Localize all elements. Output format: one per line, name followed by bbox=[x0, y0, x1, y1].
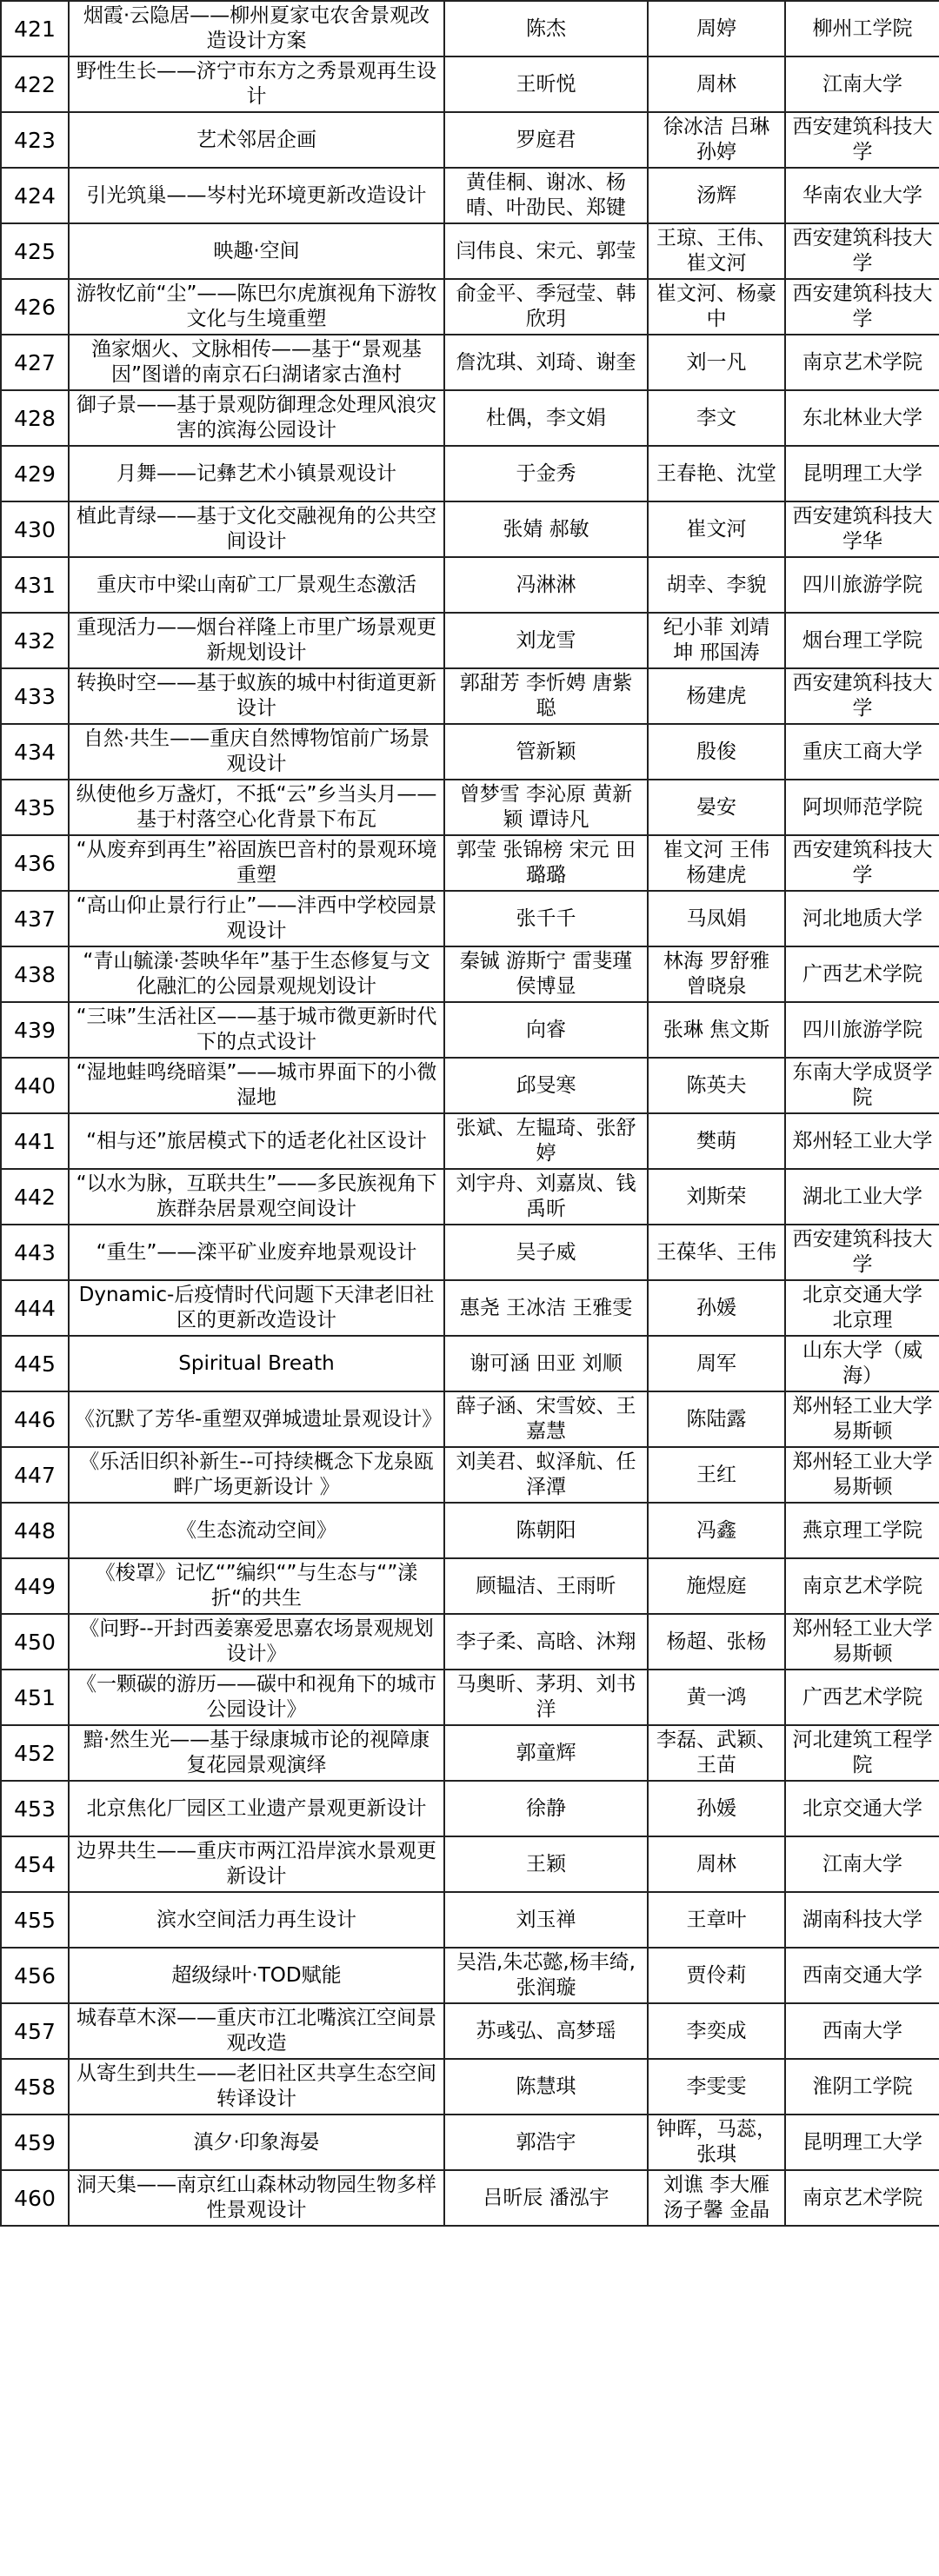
authors: 陈慧琪 bbox=[444, 2059, 648, 2115]
entry-number: 441 bbox=[1, 1113, 69, 1169]
table-row bbox=[1, 1225, 939, 1280]
school: 河北建筑工程学院 bbox=[785, 1725, 939, 1781]
project-title: 映趣·空间 bbox=[69, 223, 444, 279]
project-title: 纵使他乡万盏灯，不抵“云”乡当头月——基于村落空心化背景下布瓦 bbox=[69, 780, 444, 835]
authors: 邱旻寒 bbox=[444, 1058, 648, 1113]
school: 华南农业大学 bbox=[785, 168, 939, 223]
authors: 谢可涵 田亚 刘顺 bbox=[444, 1336, 648, 1391]
advisors: 殷俊 bbox=[648, 724, 785, 780]
advisors: 周林 bbox=[648, 56, 785, 112]
project-title: 转换时空——基于蚁族的城中村街道更新设计 bbox=[69, 668, 444, 724]
table-row bbox=[1, 1, 939, 56]
entry-number: 460 bbox=[1, 2170, 69, 2226]
table-row bbox=[1, 1892, 939, 1948]
authors: 吴子威 bbox=[444, 1225, 648, 1280]
school: 东南大学成贤学院 bbox=[785, 1058, 939, 1113]
advisors: 孙媛 bbox=[648, 1781, 785, 1836]
authors: 冯淋淋 bbox=[444, 557, 648, 613]
table-row bbox=[1, 501, 939, 557]
school: 西安建筑科技大学华 bbox=[785, 501, 939, 557]
authors: 秦铖 游斯宁 雷斐瑾 侯博显 bbox=[444, 946, 648, 1002]
project-title: 边界共生——重庆市两江沿岸滨水景观更新设计 bbox=[69, 1836, 444, 1892]
entry-number: 459 bbox=[1, 2115, 69, 2170]
authors: 俞金平、季冠莹、韩欣玥 bbox=[444, 279, 648, 335]
school: 西南交通大学 bbox=[785, 1948, 939, 2003]
entry-number: 453 bbox=[1, 1781, 69, 1836]
advisors: 崔文河 王伟 杨建虎 bbox=[648, 835, 785, 891]
authors: 顾韫洁、王雨昕 bbox=[444, 1558, 648, 1614]
table-row bbox=[1, 613, 939, 668]
school: 东北林业大学 bbox=[785, 390, 939, 446]
school: 河北地质大学 bbox=[785, 891, 939, 946]
project-title: “青山毓漾·荟映华年”基于生态修复与文化融汇的公园景观规划设计 bbox=[69, 946, 444, 1002]
entry-number: 450 bbox=[1, 1614, 69, 1670]
project-title: “相与还”旅居模式下的适老化社区设计 bbox=[69, 1113, 444, 1169]
project-title: 超级绿叶·TOD赋能 bbox=[69, 1948, 444, 2003]
school: 江南大学 bbox=[785, 56, 939, 112]
authors: 陈杰 bbox=[444, 1, 648, 56]
project-title: 野性生长——济宁市东方之秀景观再生设计 bbox=[69, 56, 444, 112]
project-title: 洞天集——南京红山森林动物园生物多样性景观设计 bbox=[69, 2170, 444, 2226]
entry-number: 455 bbox=[1, 1892, 69, 1948]
table-row bbox=[1, 1169, 939, 1225]
authors: 罗庭君 bbox=[444, 112, 648, 168]
table-row bbox=[1, 1670, 939, 1725]
school: 重庆工商大学 bbox=[785, 724, 939, 780]
entry-number: 432 bbox=[1, 613, 69, 668]
table-row bbox=[1, 2115, 939, 2170]
project-title: 黯·然生光——基于绿康城市论的视障康复花园景观演绎 bbox=[69, 1725, 444, 1781]
table-row bbox=[1, 112, 939, 168]
project-title: 北京焦化厂园区工业遗产景观更新设计 bbox=[69, 1781, 444, 1836]
project-title: 《梭罩》记忆“”编织“”与生态与“”漾折“的共生 bbox=[69, 1558, 444, 1614]
authors: 刘美君、蚁泽航、任泽潭 bbox=[444, 1447, 648, 1503]
project-title: 《一颗碳的游历——碳中和视角下的城市公园设计》 bbox=[69, 1670, 444, 1725]
advisors: 钟晖，马蕊，张琪 bbox=[648, 2115, 785, 2170]
project-title: 《沉默了芳华-重塑双弹城遗址景观设计》 bbox=[69, 1391, 444, 1447]
entry-number: 451 bbox=[1, 1670, 69, 1725]
school: 昆明理工大学 bbox=[785, 2115, 939, 2170]
authors: 刘玉禅 bbox=[444, 1892, 648, 1948]
advisors: 陈英夫 bbox=[648, 1058, 785, 1113]
entry-number: 457 bbox=[1, 2003, 69, 2059]
school: 西安建筑科技大学 bbox=[785, 835, 939, 891]
table-row bbox=[1, 1058, 939, 1113]
authors: 郭莹 张锦榜 宋元 田璐璐 bbox=[444, 835, 648, 891]
project-title: 渔家烟火、文脉相传——基于“景观基因”图谱的南京石臼湖诸家古渔村 bbox=[69, 335, 444, 390]
entry-number: 440 bbox=[1, 1058, 69, 1113]
entry-number: 423 bbox=[1, 112, 69, 168]
advisors: 李奕成 bbox=[648, 2003, 785, 2059]
advisors: 王琼、王伟、崔文河 bbox=[648, 223, 785, 279]
school: 燕京理工学院 bbox=[785, 1503, 939, 1558]
authors: 陈朝阳 bbox=[444, 1503, 648, 1558]
authors: 郭浩宇 bbox=[444, 2115, 648, 2170]
school: 山东大学（威海） bbox=[785, 1336, 939, 1391]
table-row bbox=[1, 1002, 939, 1058]
entry-number: 429 bbox=[1, 446, 69, 501]
school: 四川旅游学院 bbox=[785, 557, 939, 613]
entry-number: 443 bbox=[1, 1225, 69, 1280]
project-title: 滨水空间活力再生设计 bbox=[69, 1892, 444, 1948]
authors: 管新颖 bbox=[444, 724, 648, 780]
school: 阿坝师范学院 bbox=[785, 780, 939, 835]
project-title: 游牧忆前“尘”——陈巴尔虎旗视角下游牧文化与生境重塑 bbox=[69, 279, 444, 335]
entry-number: 445 bbox=[1, 1336, 69, 1391]
advisors: 徐冰洁 吕琳 孙婷 bbox=[648, 112, 785, 168]
project-title: 《生态流动空间》 bbox=[69, 1503, 444, 1558]
table-row bbox=[1, 1113, 939, 1169]
advisors: 王春艳、沈堂 bbox=[648, 446, 785, 501]
school: 广西艺术学院 bbox=[785, 946, 939, 1002]
school: 郑州轻工业大学 bbox=[785, 1113, 939, 1169]
table-row bbox=[1, 335, 939, 390]
school: 北京交通大学 bbox=[785, 1781, 939, 1836]
authors: 马奥昕、茅玥、刘书洋 bbox=[444, 1670, 648, 1725]
authors: 曾梦雪 李沁原 黄新颖 谭诗凡 bbox=[444, 780, 648, 835]
project-title: “三味”生活社区——基于城市微更新时代下的点式设计 bbox=[69, 1002, 444, 1058]
authors: 王昕悦 bbox=[444, 56, 648, 112]
project-title: Spiritual Breath bbox=[69, 1336, 444, 1391]
school: 北京交通大学 北京理 bbox=[785, 1280, 939, 1336]
school: 柳州工学院 bbox=[785, 1, 939, 56]
authors: 刘宇舟、刘嘉岚、钱禹昕 bbox=[444, 1169, 648, 1225]
table-row bbox=[1, 1725, 939, 1781]
table-row bbox=[1, 56, 939, 112]
school: 广西艺术学院 bbox=[785, 1670, 939, 1725]
table-body bbox=[1, 1, 939, 2226]
authors: 闫伟良、宋元、郭莹 bbox=[444, 223, 648, 279]
school: 西安建筑科技大学 bbox=[785, 223, 939, 279]
advisors: 周婷 bbox=[648, 1, 785, 56]
advisors: 王葆华、王伟 bbox=[648, 1225, 785, 1280]
authors: 苏彧弘、高梦瑶 bbox=[444, 2003, 648, 2059]
entry-number: 438 bbox=[1, 946, 69, 1002]
table-row bbox=[1, 223, 939, 279]
advisors: 刘一凡 bbox=[648, 335, 785, 390]
table-row bbox=[1, 557, 939, 613]
authors: 王颖 bbox=[444, 1836, 648, 1892]
project-title: “从废弃到再生”裕固族巴音村的景观环境重塑 bbox=[69, 835, 444, 891]
entry-number: 437 bbox=[1, 891, 69, 946]
school: 西安建筑科技大学 bbox=[785, 668, 939, 724]
advisors: 王红 bbox=[648, 1447, 785, 1503]
advisors: 林海 罗舒雅 曾晓泉 bbox=[648, 946, 785, 1002]
advisors: 陈陆露 bbox=[648, 1391, 785, 1447]
project-title: 烟霞·云隐居——柳州夏家屯农舍景观改造设计方案 bbox=[69, 1, 444, 56]
project-title: “重生”——滦平矿业废弃地景观设计 bbox=[69, 1225, 444, 1280]
table-row bbox=[1, 668, 939, 724]
table-row bbox=[1, 946, 939, 1002]
advisors: 王章叶 bbox=[648, 1892, 785, 1948]
authors: 徐静 bbox=[444, 1781, 648, 1836]
entry-number: 422 bbox=[1, 56, 69, 112]
advisors: 孙媛 bbox=[648, 1280, 785, 1336]
authors: 郭童辉 bbox=[444, 1725, 648, 1781]
table-row bbox=[1, 1948, 939, 2003]
school: 郑州轻工业大学易斯顿 bbox=[785, 1391, 939, 1447]
project-title: “高山仰止景行行止”——沣西中学校园景观设计 bbox=[69, 891, 444, 946]
project-title: 《乐活旧织补新生--可持续概念下龙泉瓯畔广场更新设计 》 bbox=[69, 1447, 444, 1503]
authors: 吴浩,朱芯懿,杨丰绮,张润璇 bbox=[444, 1948, 648, 2003]
advisors: 张琳 焦文斯 bbox=[648, 1002, 785, 1058]
entry-number: 436 bbox=[1, 835, 69, 891]
school: 南京艺术学院 bbox=[785, 2170, 939, 2226]
authors: 刘龙雪 bbox=[444, 613, 648, 668]
school: 西安建筑科技大学 bbox=[785, 1225, 939, 1280]
table-row bbox=[1, 1447, 939, 1503]
advisors: 纪小菲 刘靖坤 邢国涛 bbox=[648, 613, 785, 668]
school: 湖南科技大学 bbox=[785, 1892, 939, 1948]
advisors: 刘谯 李大雁 汤子馨 金晶 bbox=[648, 2170, 785, 2226]
authors: 黄佳桐、谢冰、杨晴、叶劭民、郑键 bbox=[444, 168, 648, 223]
entry-number: 446 bbox=[1, 1391, 69, 1447]
school: 烟台理工学院 bbox=[785, 613, 939, 668]
authors: 李子柔、高晗、沐翔 bbox=[444, 1614, 648, 1670]
entry-number: 439 bbox=[1, 1002, 69, 1058]
table-row bbox=[1, 1836, 939, 1892]
table-row bbox=[1, 279, 939, 335]
table-row bbox=[1, 2170, 939, 2226]
advisors: 周林 bbox=[648, 1836, 785, 1892]
entry-number: 448 bbox=[1, 1503, 69, 1558]
school: 西安建筑科技大学 bbox=[785, 112, 939, 168]
advisors: 李磊、武颖、王苗 bbox=[648, 1725, 785, 1781]
table-row bbox=[1, 1781, 939, 1836]
entry-number: 442 bbox=[1, 1169, 69, 1225]
table-row bbox=[1, 891, 939, 946]
entry-number: 428 bbox=[1, 390, 69, 446]
advisors: 汤辉 bbox=[648, 168, 785, 223]
school: 昆明理工大学 bbox=[785, 446, 939, 501]
table-row bbox=[1, 168, 939, 223]
entry-number: 449 bbox=[1, 1558, 69, 1614]
table-row bbox=[1, 2059, 939, 2115]
project-title: 自然·共生——重庆自然博物馆前广场景观设计 bbox=[69, 724, 444, 780]
authors: 詹沈琪、刘琦、谢奎 bbox=[444, 335, 648, 390]
advisors: 崔文河 bbox=[648, 501, 785, 557]
project-title: 御子景——基于景观防御理念处理风浪灾害的滨海公园设计 bbox=[69, 390, 444, 446]
entry-number: 452 bbox=[1, 1725, 69, 1781]
project-title: 植此青绿——基于文化交融视角的公共空间设计 bbox=[69, 501, 444, 557]
entry-number: 430 bbox=[1, 501, 69, 557]
school: 南京艺术学院 bbox=[785, 335, 939, 390]
authors: 向睿 bbox=[444, 1002, 648, 1058]
authors: 张婧 郝敏 bbox=[444, 501, 648, 557]
advisors: 马凤娟 bbox=[648, 891, 785, 946]
authors: 张斌、左韫琦、张舒婷 bbox=[444, 1113, 648, 1169]
table-row bbox=[1, 1503, 939, 1558]
project-title: “湿地蛙鸣绕暗渠”——城市界面下的小微湿地 bbox=[69, 1058, 444, 1113]
project-title: “以水为脉，互联共生”——多民族视角下族群杂居景观空间设计 bbox=[69, 1169, 444, 1225]
project-title: 从寄生到共生——老旧社区共享生态空间转译设计 bbox=[69, 2059, 444, 2115]
advisors: 黄一鸿 bbox=[648, 1670, 785, 1725]
advisors: 晏安 bbox=[648, 780, 785, 835]
table-row bbox=[1, 1280, 939, 1336]
advisors: 杨建虎 bbox=[648, 668, 785, 724]
project-title: Dynamic-后疫情时代问题下天津老旧社区的更新改造设计 bbox=[69, 1280, 444, 1336]
school: 西南大学 bbox=[785, 2003, 939, 2059]
authors: 张千千 bbox=[444, 891, 648, 946]
table-row bbox=[1, 780, 939, 835]
authors: 杜偶，李文娟 bbox=[444, 390, 648, 446]
project-title: 艺术邻居企画 bbox=[69, 112, 444, 168]
school: 淮阴工学院 bbox=[785, 2059, 939, 2115]
table-row bbox=[1, 2003, 939, 2059]
school: 四川旅游学院 bbox=[785, 1002, 939, 1058]
entry-number: 433 bbox=[1, 668, 69, 724]
table-row bbox=[1, 446, 939, 501]
entry-number: 447 bbox=[1, 1447, 69, 1503]
project-title: 重现活力——烟台祥隆上市里广场景观更新规划设计 bbox=[69, 613, 444, 668]
school: 郑州轻工业大学易斯顿 bbox=[785, 1614, 939, 1670]
table-row bbox=[1, 835, 939, 891]
project-title: 城春草木深——重庆市江北嘴滨江空间景观改造 bbox=[69, 2003, 444, 2059]
project-title: 重庆市中梁山南矿工厂景观生态激活 bbox=[69, 557, 444, 613]
entry-number: 431 bbox=[1, 557, 69, 613]
authors: 吕昕辰 潘泓宇 bbox=[444, 2170, 648, 2226]
advisors: 李文 bbox=[648, 390, 785, 446]
project-title: 月舞——记彝艺术小镇景观设计 bbox=[69, 446, 444, 501]
project-title: 滇夕·印象海晏 bbox=[69, 2115, 444, 2170]
table-row bbox=[1, 390, 939, 446]
authors: 于金秀 bbox=[444, 446, 648, 501]
entry-number: 424 bbox=[1, 168, 69, 223]
entry-number: 434 bbox=[1, 724, 69, 780]
entry-number: 435 bbox=[1, 780, 69, 835]
school: 西安建筑科技大学 bbox=[785, 279, 939, 335]
project-title: 《问野--开封西姜寨爱思嘉农场景观规划设计》 bbox=[69, 1614, 444, 1670]
authors: 惠尧 王冰洁 王雅雯 bbox=[444, 1280, 648, 1336]
entry-number: 421 bbox=[1, 1, 69, 56]
advisors: 施煜庭 bbox=[648, 1558, 785, 1614]
authors: 郭甜芳 李忻娉 唐紫聪 bbox=[444, 668, 648, 724]
advisors: 崔文河、杨豪中 bbox=[648, 279, 785, 335]
advisors: 刘斯荣 bbox=[648, 1169, 785, 1225]
school: 南京艺术学院 bbox=[785, 1558, 939, 1614]
advisors: 李雯雯 bbox=[648, 2059, 785, 2115]
entry-number: 454 bbox=[1, 1836, 69, 1892]
advisors: 胡幸、李貌 bbox=[648, 557, 785, 613]
table-row bbox=[1, 724, 939, 780]
table-row bbox=[1, 1391, 939, 1447]
entry-number: 456 bbox=[1, 1948, 69, 2003]
authors: 薛子涵、宋雪姣、王嘉慧 bbox=[444, 1391, 648, 1447]
table-row bbox=[1, 1558, 939, 1614]
entry-number: 444 bbox=[1, 1280, 69, 1336]
entry-number: 425 bbox=[1, 223, 69, 279]
school: 湖北工业大学 bbox=[785, 1169, 939, 1225]
project-title: 引光筑巢——岑村光环境更新改造设计 bbox=[69, 168, 444, 223]
entry-number: 426 bbox=[1, 279, 69, 335]
advisors: 周军 bbox=[648, 1336, 785, 1391]
advisors: 樊萌 bbox=[648, 1113, 785, 1169]
entry-number: 427 bbox=[1, 335, 69, 390]
table-row bbox=[1, 1614, 939, 1670]
entry-number: 458 bbox=[1, 2059, 69, 2115]
advisors: 贾伶莉 bbox=[648, 1948, 785, 2003]
advisors: 杨超、张杨 bbox=[648, 1614, 785, 1670]
school: 江南大学 bbox=[785, 1836, 939, 1892]
advisors: 冯鑫 bbox=[648, 1503, 785, 1558]
school: 郑州轻工业大学易斯顿 bbox=[785, 1447, 939, 1503]
table-row bbox=[1, 1336, 939, 1391]
